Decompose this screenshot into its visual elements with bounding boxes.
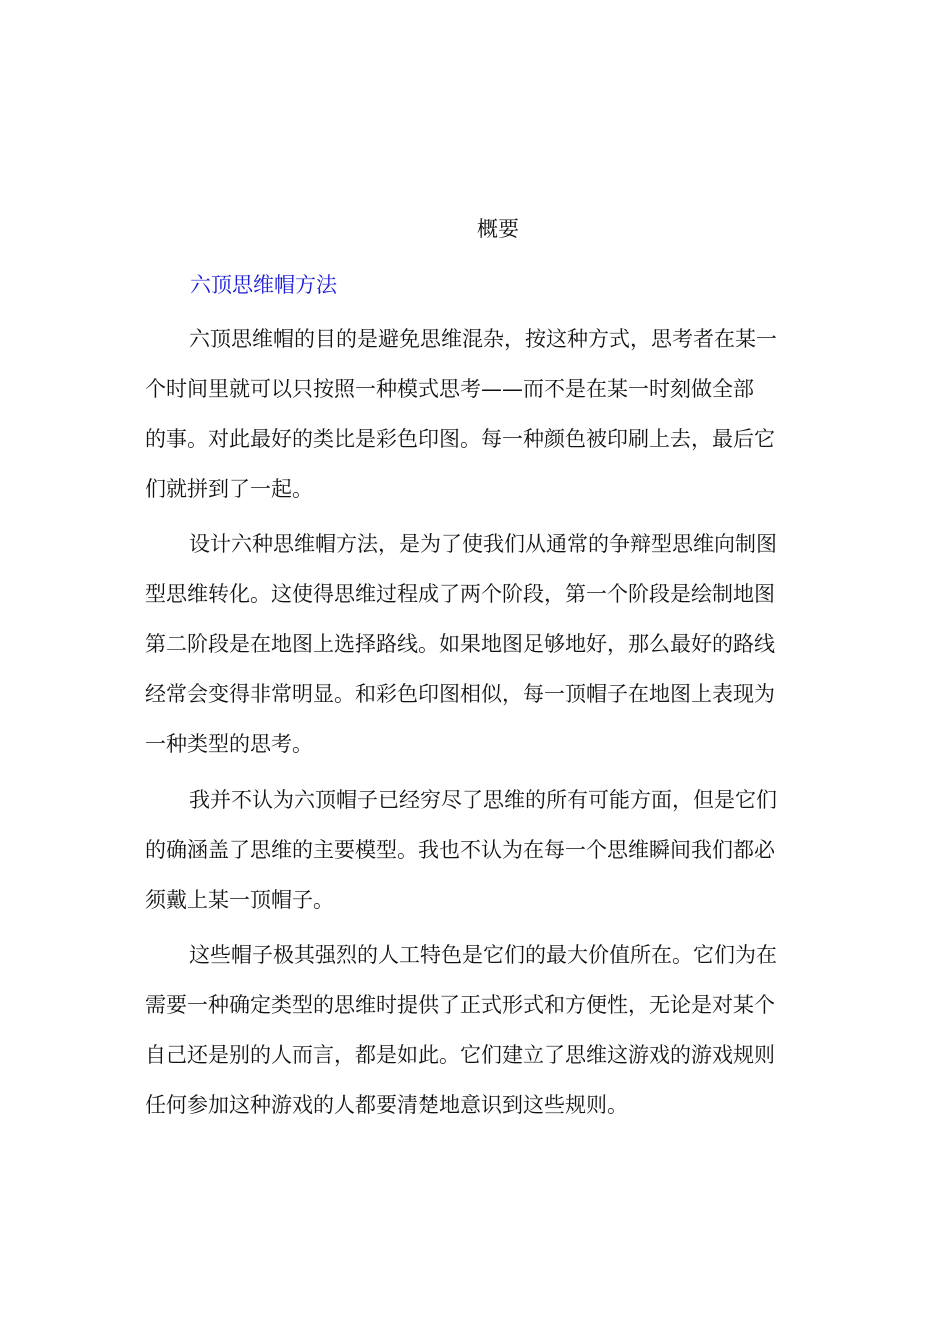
- paragraph-line: 任何参加这种游戏的人都要清楚地意识到这些规则。: [145, 1093, 628, 1117]
- paragraph-line: 六顶思维帽的目的是避免思维混杂，按这种方式，思考者在某一: [189, 327, 777, 351]
- paragraph-line: 这些帽子极其强烈的人工特色是它们的最大价值所在。它们为在: [189, 943, 777, 967]
- paragraph-2: [145, 519, 809, 769]
- paragraph-line: 型思维转化。这使得思维过程成了两个阶段，第一个阶段是绘制地图: [145, 582, 775, 606]
- paragraph-line: 的确涵盖了思维的主要模型。我也不认为在每一个思维瞬间我们都必: [145, 838, 775, 862]
- paragraph-1: [145, 314, 809, 514]
- paragraph-line: 需要一种确定类型的思维时提供了正式形式和方便性，无论是对某个: [145, 993, 775, 1017]
- paragraph-line: 第二阶段是在地图上选择路线。如果地图足够地好，那么最好的路线: [145, 632, 775, 656]
- paragraph-line: 须戴上某一顶帽子。: [145, 888, 334, 912]
- paragraph-4: [145, 930, 809, 1130]
- paragraph-line: 们就拼到了一起。: [145, 477, 313, 501]
- paragraph-line: 自己还是别的人而言，都是如此。它们建立了思维这游戏的游戏规则: [145, 1043, 775, 1067]
- document-title: 概要: [477, 217, 519, 241]
- paragraph-3: [145, 775, 809, 925]
- paragraph-line: 设计六种思维帽方法，是为了使我们从通常的争辩型思维向制图: [189, 532, 777, 556]
- paragraph-line: 我并不认为六顶帽子已经穷尽了思维的所有可能方面，但是它们: [189, 788, 777, 812]
- paragraph-line: 一种类型的思考。: [145, 732, 313, 756]
- paragraph-line: 个时间里就可以只按照一种模式思考——而不是在某一时刻做全部: [145, 377, 754, 401]
- paragraph-line: 经常会变得非常明显。和彩色印图相似，每一顶帽子在地图上表现为: [145, 682, 775, 706]
- section-heading: 六顶思维帽方法: [190, 273, 337, 297]
- paragraph-line: 的事。对此最好的类比是彩色印图。每一种颜色被印刷上去，最后它: [145, 427, 775, 451]
